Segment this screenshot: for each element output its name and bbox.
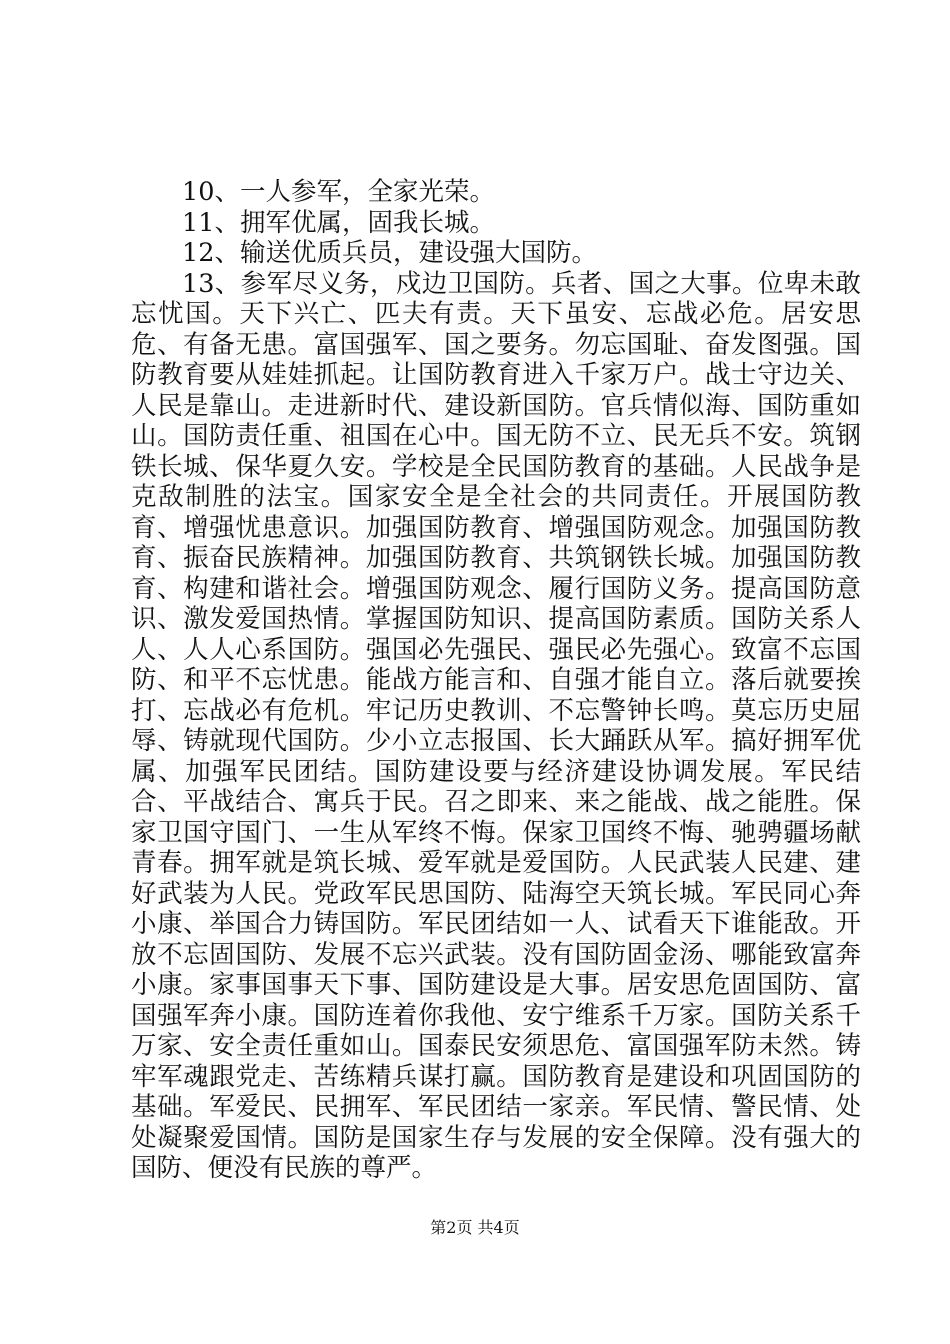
paragraph-item-12: 12、输送优质兵员，建设强大国防。 (182, 238, 597, 268)
page-number-footer: 第2页 共4页 (430, 1218, 520, 1237)
document-body (131, 177, 861, 1184)
paragraph-item-13: 13、参军尽义务，戍边卫国防。兵者、国之大事。位卑未敢忘忧国。天下兴亡、匹夫有责。天下虽安、忘战必危。居安思危、有备无患。富国强军、国之要务。勿忘国耻、奋发图强。国防教育要从娃娃抓起。让国防教育进入千家万户。战士守边关、人民是靠山。走进新时代、建设新国防。官兵情似海、国防重如山。国防责任重、祖国在心中。国无防不立、民无兵不安。筑钢铁长城、保华夏久安。学校是全民国防教育的基础。人民战争是克敌制胜的法宝。国家安全是全社会的共同责任。开展国防教育、增强忧患意识。加强国防教育、增强国防观念。加强国防教育、振奋民族精神。加强国防教育、共筑钢铁长城。加强国防教育、构建和谐社会。增强国防观念、履行国防义务。提高国防意识、激发爱国热情。掌握国防知识、提高国防素质。国防关系人人、人人心系国防。强国必先强民、强民必先强心。致富不忘国防、和平不忘忧患。能战方能言和、自强才能自立。落后就要挨打、忘战必有危机。牢记历史教训、不忘警钟长鸣。莫忘历史屈辱、铸就现代国防。少小立志报国、长大踊跃从军。搞好拥军优属、加强军民团结。国防建设要与经济建设协调发展。军民结合、平战结合、寓兵于民。召之即来、来之能战、战之能胜。保家卫国守国门、一生从军终不悔。保家卫国终不悔、驰骋疆场献青春。拥军就是筑长城、爱军就是爱国防。人民武装人民建、建好武装为人民。党政军民思国防、陆海空天筑长城。军民同心奔小康、举国合力铸国防。军民团结如一人、试看天下谁能敌。开放不忘固国防、发展不忘兴武装。没有国防固金汤、哪能致富奔小康。家事国事天下事、国防建设是大事。居安思危固国防、富国强军奔小康。国防连着你我他、安宁维系千万家。国防关系千万家、安全责任重如山。国泰民安须思危、富国强军防未然。铸牢军魂跟党走、苦练精兵谋打赢。国防教育是建设和巩固国防的基础。军爱民、民拥军、军民团结一家亲。军民情、警民情、处处凝聚爱国情。国防是国家生存与发展的安全保障。没有强大的国防、便没有民族的尊严。 (131, 268, 861, 1183)
paragraph-item-11: 11、拥军优属，固我长城。 (182, 207, 495, 238)
paragraph-item-10: 10、一人参军，全家光荣。 (182, 177, 495, 207)
